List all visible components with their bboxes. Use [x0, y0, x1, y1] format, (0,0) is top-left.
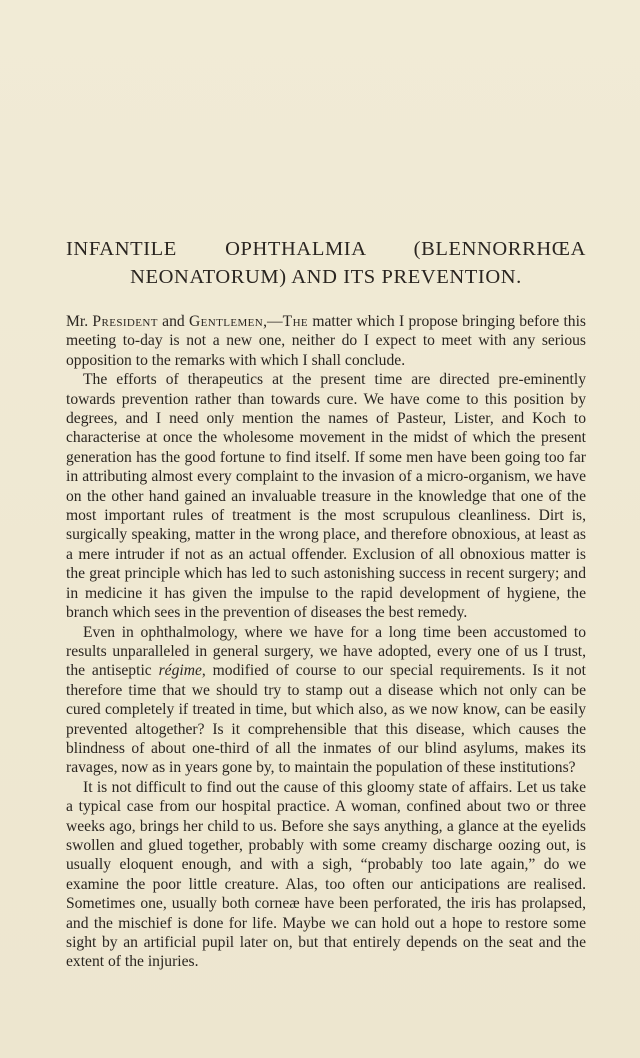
title-line-1: INFANTILE OPHTHALMIA (BLENNORRHŒA [66, 238, 586, 260]
salutation-gentlemen: Gentlemen [189, 313, 264, 330]
title-line-2: NEONATORUM) AND ITS PREVENTION. [130, 266, 522, 288]
salutation-and: and [157, 313, 190, 330]
paragraph-2: The efforts of therapeutics at the present time are directed pre-eminently towards prevention rather than towards cure. We have come to this position by degrees, and I need only mention the names of Pasteur, Lister, and Koch to characterise at once the wholesome movement in the midst of which the present generation has the good fortune to find itself. If some men have been going too far in attributing almost every complaint to the invasion of a micro-organism, we have on the other hand gained an invaluable treasure in the knowledge that one of the most important rules of treatment is the most scrupulous cleanliness. Dirt is, surgically speaking, matter in the wrong place, and therefore obnoxious, at least as a mere intruder if not as an actual offender. Exclusion of all obnoxious matter is the great principle which has led to such astonishing success in recent surgery; and in medicine it has given the impulse to the rapid development of hygiene, the branch which sees in the prevention of diseases the best remedy. [66, 371, 586, 622]
paragraph-1 [66, 312, 586, 370]
paragraph-3 [66, 623, 586, 778]
salutation-president: President [92, 313, 158, 330]
paragraph-1-text: matter which I propose bringing before this meeting to-day is not a new one, neither do I expect to meet with any serious opposition to the remarks with which I shall conclude. [66, 313, 586, 369]
paragraph-3-italic: régime [158, 662, 202, 680]
paragraph-3-text-a: Even in ophthalmology, where we have for a long time been accustomed to results unparalleled in general surgery, we have adopted, every one of us I trust, the antiseptic [66, 623, 586, 680]
paragraph-3-text-b: , modified of course to our special requirements. Is it not therefore time that we should try to stamp out a disease which not only can be cured completely if treated in time, but which also, as we now know, can be easily prevented altogether? Is it comprehensible that this disease, which causes the blindness of about one-third of all the inmates of our blind asylums, makes its ravages, now as in years gone by, to maintain the population of these institutions? [66, 662, 586, 777]
page-title [66, 235, 586, 291]
paragraph-4: It is not difficult to find out the cause of this gloomy state of affairs. Let us take a typical case from our hospital practice. A woman, confined about two or three weeks ago, brings her child to us. Before she says anything, a glance at the eyelids swollen and glued together, probably with some creamy discharge oozing out, is usually eloquent enough, and with a sigh, “probably too late again,” do we examine the poor little creature. Alas, too often our anticipations are realised. Sometimes one, usually both corneæ have been perforated, the iris has prolapsed, and the mischief is done for life. Maybe we can hold out a hope to restore some sight by an artificial pupil later on, but that entirely depends on the seat and the extent of the injuries. [66, 778, 586, 971]
salutation-the: The [282, 313, 309, 330]
body-text [66, 312, 586, 972]
salutation-dash: ,— [263, 313, 283, 330]
salutation-mr: Mr. [66, 313, 93, 330]
